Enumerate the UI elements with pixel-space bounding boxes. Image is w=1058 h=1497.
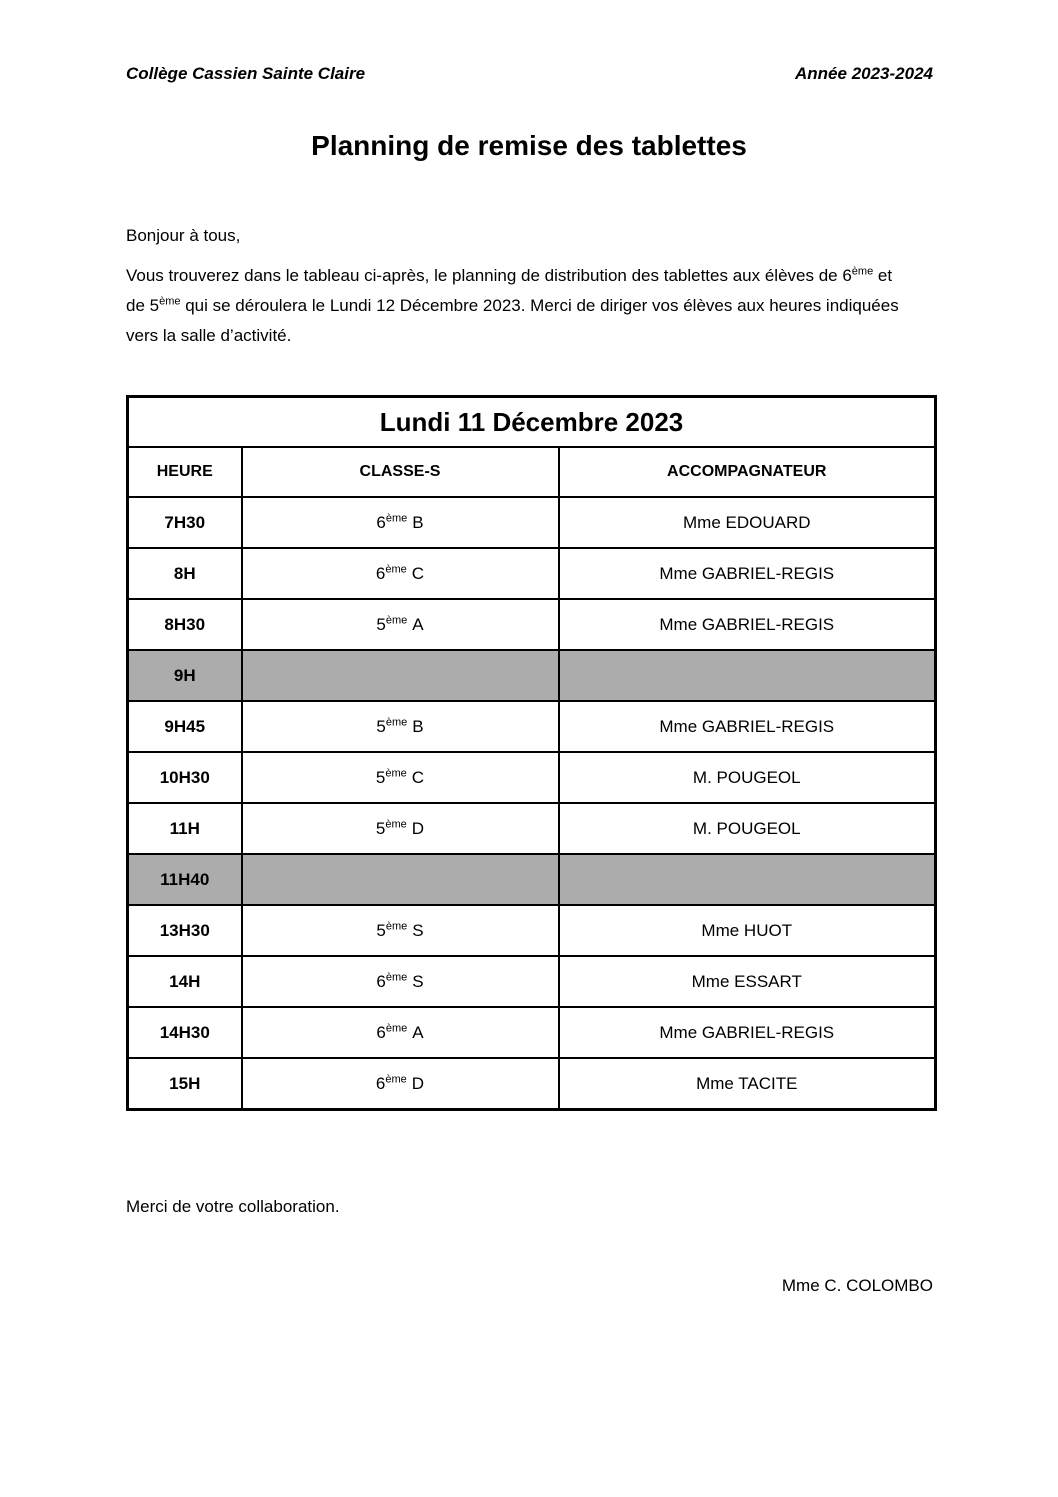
time-cell: 8H — [128, 548, 242, 599]
class-cell: 5ème D — [242, 803, 559, 854]
escort-cell: Mme GABRIEL-REGIS — [559, 701, 936, 752]
escort-cell: Mme GABRIEL-REGIS — [559, 599, 936, 650]
intro-paragraph-line-2: de 5ème qui se déroulera le Lundi 12 Décembre 2023. Merci de diriger vos élèves aux heures indiquées — [126, 295, 899, 315]
time-cell: 13H30 — [128, 905, 242, 956]
escort-cell — [559, 854, 936, 905]
escort-cell: Mme ESSART — [559, 956, 936, 1007]
time-cell: 8H30 — [128, 599, 242, 650]
escort-cell: Mme GABRIEL-REGIS — [559, 548, 936, 599]
superscript-eme: ème — [385, 511, 408, 524]
escort-cell: Mme TACITE — [559, 1058, 936, 1110]
class-cell — [242, 854, 559, 905]
escort-cell: M. POUGEOL — [559, 752, 936, 803]
superscript-eme: ème — [385, 613, 408, 626]
class-cell: 6ème A — [242, 1007, 559, 1058]
escort-cell: Mme HUOT — [559, 905, 936, 956]
intro-paragraph — [126, 261, 938, 351]
table-row — [128, 599, 936, 650]
time-cell: 14H — [128, 956, 242, 1007]
table-title-row — [128, 397, 936, 448]
superscript-eme: ème — [385, 562, 407, 575]
superscript-eme: ème — [385, 970, 408, 983]
page-title: Planning de remise des tablettes — [311, 130, 747, 161]
greeting-text: Bonjour à tous, — [126, 226, 241, 245]
table-row-shaded — [128, 854, 936, 905]
time-cell: 14H30 — [128, 1007, 242, 1058]
escort-cell: M. POUGEOL — [559, 803, 936, 854]
superscript-eme: ème — [385, 766, 407, 779]
time-cell: 11H40 — [128, 854, 242, 905]
superscript-eme: ème — [385, 1021, 408, 1034]
document-header — [126, 64, 933, 84]
class-cell: 5ème C — [242, 752, 559, 803]
table-row — [128, 1007, 936, 1058]
table-header-row — [128, 447, 936, 497]
superscript-eme: ème — [385, 1072, 407, 1085]
class-cell: 6ème B — [242, 497, 559, 548]
signature-text: Mme C. COLOMBO — [781, 1276, 933, 1295]
table-row — [128, 497, 936, 548]
superscript-eme: ème — [385, 919, 408, 932]
class-cell: 5ème A — [242, 599, 559, 650]
class-cell: 5ème S — [242, 905, 559, 956]
school-name: Collège Cassien Sainte Claire — [126, 64, 366, 83]
time-cell: 11H — [128, 803, 242, 854]
column-header-classes: CLASSE-S — [242, 447, 559, 497]
time-cell: 7H30 — [128, 497, 242, 548]
table-row — [128, 905, 936, 956]
superscript-eme: ème — [159, 295, 181, 308]
table-row — [128, 803, 936, 854]
escort-cell: Mme EDOUARD — [559, 497, 936, 548]
superscript-eme: ème — [851, 265, 874, 278]
closing-text: Merci de votre collaboration. — [126, 1197, 340, 1216]
column-header-heure: HEURE — [128, 447, 242, 497]
table-title: Lundi 11 Décembre 2023 — [128, 397, 936, 448]
superscript-eme: ème — [385, 715, 408, 728]
superscript-eme: ème — [385, 817, 407, 830]
time-cell: 9H45 — [128, 701, 242, 752]
intro-paragraph-line-3: vers la salle d’activité. — [126, 326, 292, 345]
column-header-accompagnateur: ACCOMPAGNATEUR — [559, 447, 936, 497]
escort-cell — [559, 650, 936, 701]
escort-cell: Mme GABRIEL-REGIS — [559, 1007, 936, 1058]
table-row — [128, 701, 936, 752]
class-cell: 5ème B — [242, 701, 559, 752]
table-row — [128, 1058, 936, 1110]
class-cell: 6ème S — [242, 956, 559, 1007]
time-cell: 9H — [128, 650, 242, 701]
schedule-table — [126, 395, 937, 1111]
class-cell: 6ème C — [242, 548, 559, 599]
time-cell: 10H30 — [128, 752, 242, 803]
table-row-shaded — [128, 650, 936, 701]
class-cell: 6ème D — [242, 1058, 559, 1110]
school-year: Année 2023-2024 — [795, 64, 933, 83]
table-row — [128, 956, 936, 1007]
class-cell — [242, 650, 559, 701]
table-row — [128, 548, 936, 599]
intro-paragraph-line-1: Vous trouverez dans le tableau ci-après, le planning de distribution des tablettes aux élèves de 6ème et — [126, 265, 893, 285]
table-row — [128, 752, 936, 803]
time-cell: 15H — [128, 1058, 242, 1110]
